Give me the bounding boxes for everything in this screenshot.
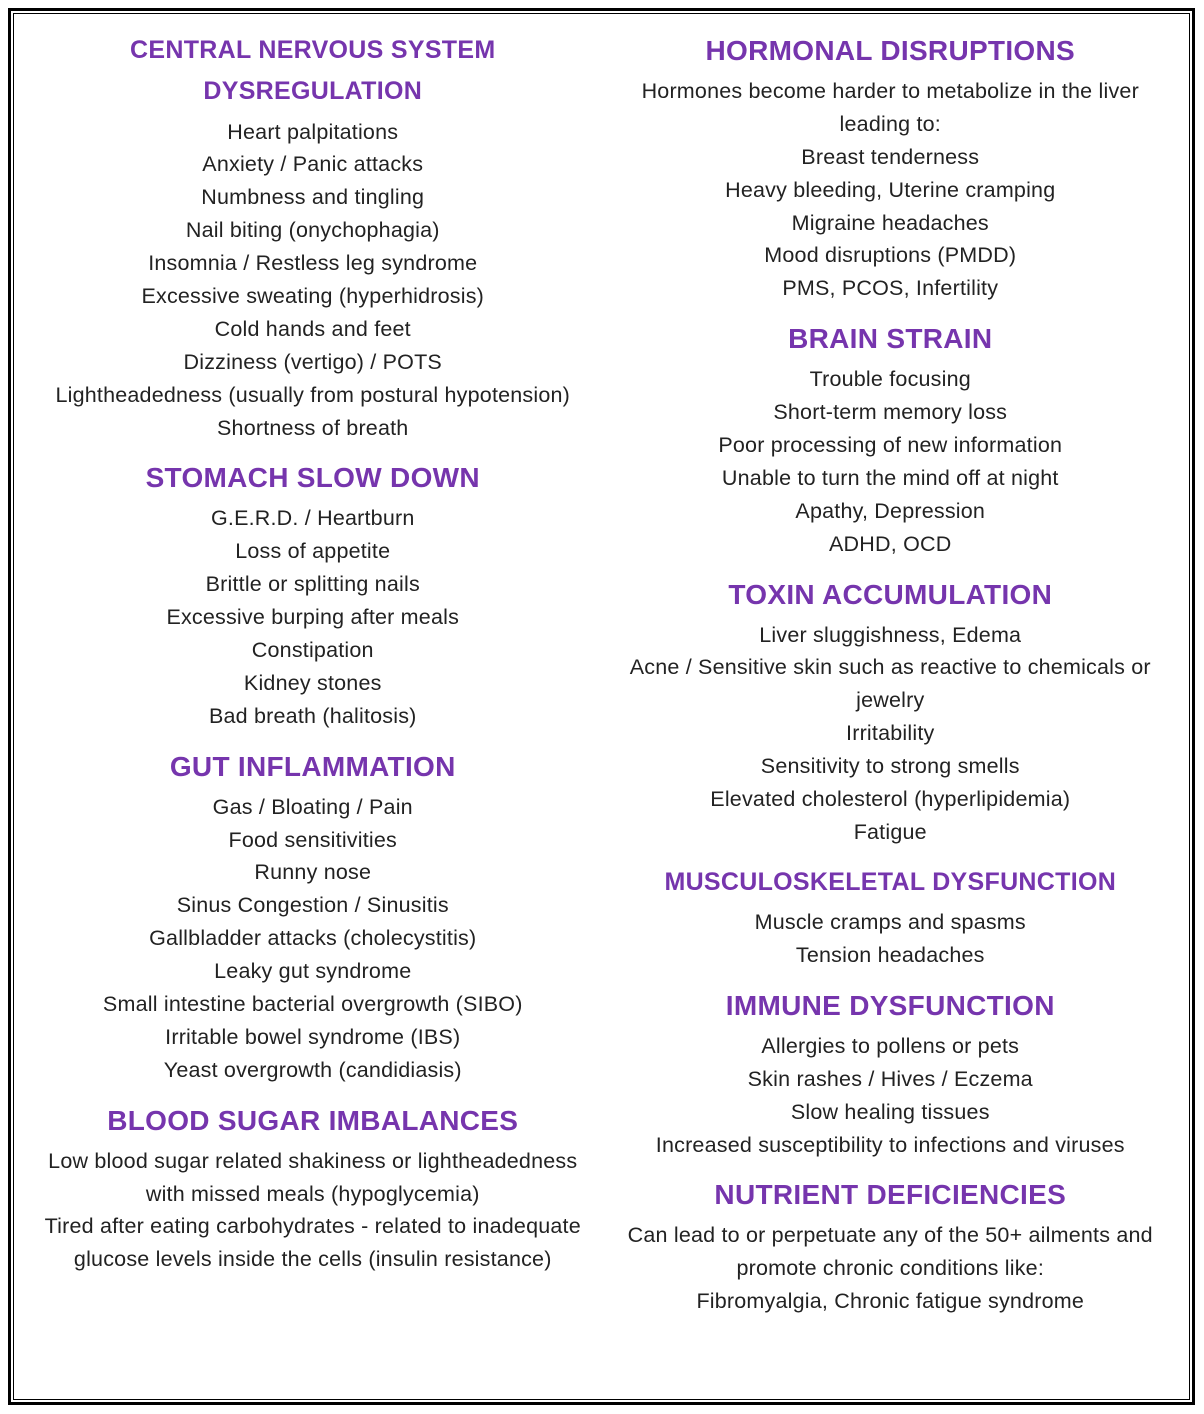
section-title: MUSCULOSKELETAL DYSFUNCTION <box>664 867 1117 896</box>
section-title: TOXIN ACCUMULATION <box>728 578 1053 610</box>
symptom-item: Unable to turn the mind off at night <box>721 465 1059 490</box>
symptom-item: Food sensitivities <box>228 827 397 852</box>
symptom-item: Excessive sweating (hyperhidrosis) <box>141 283 485 308</box>
symptom-item: Fibromyalgia, Chronic fatigue syndrome <box>696 1289 1085 1314</box>
symptom-section <box>616 574 1166 849</box>
symptom-item: Insomnia / Restless leg syndrome <box>148 251 478 276</box>
symptom-item: Leaky gut syndrome <box>214 959 412 984</box>
symptom-section <box>38 457 588 732</box>
symptom-item: Brittle or splitting nails <box>205 572 420 597</box>
symptom-item: Lightheadedness (usually from postural hypotension) <box>55 382 571 407</box>
symptom-item: Low blood sugar related shakiness or lightheadedness with missed meals (hypoglycemia) <box>48 1148 578 1206</box>
symptom-item: Liver sluggishness, Edema <box>759 622 1022 647</box>
symptom-item: Acne / Sensitive skin such as reactive to chemicals or jewelry <box>629 655 1151 713</box>
symptom-section <box>616 1174 1166 1318</box>
symptom-item: Gallbladder attacks (cholecystitis) <box>149 926 477 951</box>
symptom-item: Heavy bleeding, Uterine cramping <box>725 177 1056 202</box>
symptom-item: Increased susceptibility to infections and viruses <box>655 1132 1125 1157</box>
symptom-item: ADHD, OCD <box>829 531 952 556</box>
section-title: BRAIN STRAIN <box>788 323 993 355</box>
symptom-item: Dizziness (vertigo) / POTS <box>183 349 442 374</box>
symptom-section <box>616 30 1166 305</box>
symptom-item: Irritability <box>846 721 935 746</box>
symptom-item: Muscle cramps and spasms <box>754 910 1026 935</box>
symptom-section <box>616 985 1166 1162</box>
page-border-inner <box>13 13 1190 1400</box>
symptom-item: G.E.R.D. / Heartburn <box>210 506 415 531</box>
symptom-section <box>616 318 1166 560</box>
symptom-item: PMS, PCOS, Infertility <box>782 276 999 301</box>
symptom-item: Poor processing of new information <box>718 433 1063 458</box>
symptom-section <box>616 862 1166 972</box>
symptom-section <box>38 746 588 1087</box>
symptom-section <box>38 30 588 444</box>
symptom-item: Excessive burping after meals <box>166 605 460 630</box>
symptom-item: Can lead to or perpetuate any of the 50+ ailments and promote chronic conditions like: <box>627 1223 1153 1281</box>
symptom-item: Apathy, Depression <box>795 498 986 523</box>
symptom-item: Nail biting (onychophagia) <box>185 218 440 243</box>
section-title: STOMACH SLOW DOWN <box>145 462 480 494</box>
symptom-item: Tension headaches <box>795 942 985 967</box>
symptom-item: Shortness of breath <box>217 415 409 440</box>
symptom-item: Slow healing tissues <box>790 1099 990 1124</box>
symptom-item: Elevated cholesterol (hyperlipidemia) <box>710 787 1071 812</box>
symptom-item: Fatigue <box>853 819 927 844</box>
symptom-section <box>38 1100 588 1277</box>
section-title: GUT INFLAMMATION <box>169 750 456 782</box>
symptom-item: Short-term memory loss <box>773 400 1008 425</box>
symptom-columns <box>24 30 1179 1331</box>
symptom-item: Gas / Bloating / Pain <box>212 794 413 819</box>
symptom-item: Kidney stones <box>243 670 382 695</box>
symptom-item: Mood disruptions (PMDD) <box>764 243 1017 268</box>
section-title: BLOOD SUGAR IMBALANCES <box>107 1104 519 1136</box>
section-title: CENTRAL NERVOUS SYSTEM DYSREGULATION <box>130 36 496 106</box>
symptom-item: Breast tenderness <box>801 144 980 169</box>
symptom-item: Constipation <box>251 637 374 662</box>
symptom-item: Yeast overgrowth (candidiasis) <box>163 1057 462 1082</box>
column-left <box>24 30 602 1331</box>
symptom-item: Anxiety / Panic attacks <box>202 152 424 177</box>
column-right <box>602 30 1180 1331</box>
page-border-outer <box>8 8 1195 1405</box>
symptom-item: Migraine headaches <box>791 210 989 235</box>
symptom-item: Bad breath (halitosis) <box>208 703 417 728</box>
symptom-item: Skin rashes / Hives / Eczema <box>747 1066 1033 1091</box>
symptom-item: Loss of appetite <box>235 539 391 564</box>
symptom-item: Tired after eating carbohydrates - related to inadequate glucose levels inside the cells (insulin resistance) <box>44 1214 581 1272</box>
section-title: HORMONAL DISRUPTIONS <box>705 35 1075 66</box>
symptom-item: Sinus Congestion / Sinusitis <box>176 893 449 918</box>
symptom-item: Small intestine bacterial overgrowth (SIBO) <box>102 991 523 1016</box>
symptom-item: Allergies to pollens or pets <box>761 1033 1020 1058</box>
symptom-item: Runny nose <box>254 860 372 885</box>
symptom-item: Trouble focusing <box>809 367 971 392</box>
symptom-item: Irritable bowel syndrome (IBS) <box>165 1024 461 1049</box>
section-title: IMMUNE DYSFUNCTION <box>725 989 1055 1021</box>
symptom-item: Cold hands and feet <box>214 316 411 341</box>
symptom-item: Sensitivity to strong smells <box>760 754 1020 779</box>
symptom-item: Hormones become harder to metabolize in the liver leading to: <box>641 79 1139 136</box>
section-title: NUTRIENT DEFICIENCIES <box>714 1179 1067 1211</box>
symptom-item: Numbness and tingling <box>201 185 425 210</box>
symptom-item: Heart palpitations <box>227 119 399 144</box>
